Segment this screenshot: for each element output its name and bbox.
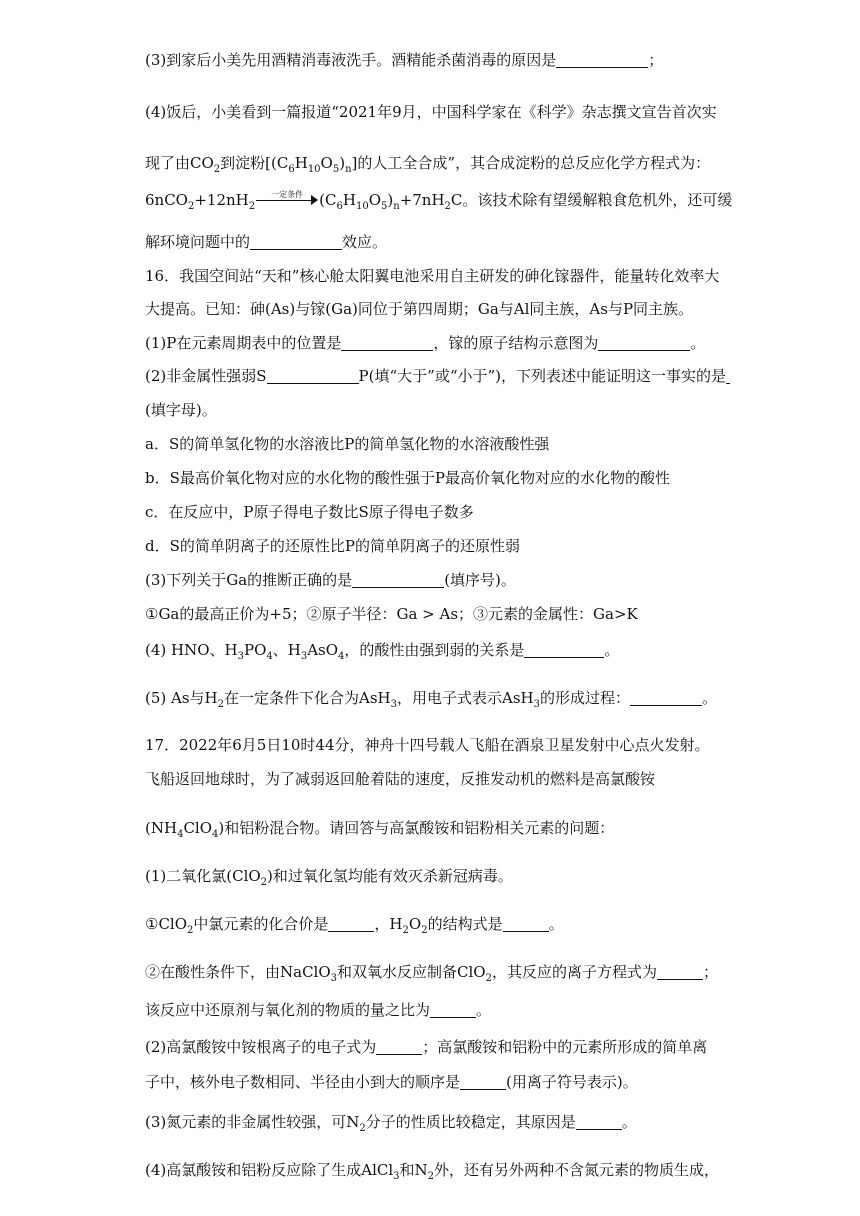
q16-part5: (5) As与$H_2$在一定条件下化合为AsH$_3$，用电子式表示AsH$_3$的形成过程： 。 [145,689,718,710]
q16-option-c: c．在反应中，P原子得电子数比S原子得电子数多 [145,503,474,521]
q17-part3: (3)氮元素的非金属性较强，可$N_2$分子的性质比较稳定，其原因是 。 [145,1113,637,1134]
q17-part4: (4)高氯酸铵和铝粉反应除了生成AlCl$_3$和$N_2$外，还有另外两种不含氮元素的物质生成， [145,1161,720,1182]
answer-blank[interactable] [598,334,690,351]
reaction-condition: 一定条件 [271,190,304,199]
q17-part1-item2: ②在酸性条件下，由NaClO$_3$和双氧水反应制备ClO$_2$，其反应的离子方程式为 ； [145,963,718,984]
answer-blank[interactable] [524,641,604,658]
q16-part2-cont: (填字母)。 [145,401,217,419]
q16-option-d: d．S的简单阴离子的还原性比P的简单阴离子的还原性弱 [145,537,520,555]
q15-part4-line2: 现了由$CO_2$到淀粉$[(C_6H_{10}O_5)_n]$的人工全合成”，其合成淀粉的总反应化学方程式为： [145,154,711,175]
q16-part2: (2)非金属性强弱S P(填“大于”或“小于”)，下列表述中能证明这一事实的是 [145,366,730,386]
answer-blank[interactable] [341,334,433,351]
q17-part1-item1: ①ClO$_2$中氯元素的化合价是 ，$H_2O_2$的结构式是 。 [145,915,564,936]
q15-part4-line4: 解环境问题中的 效应。 [145,233,388,251]
q16-stem-line2: 大提高。已知：砷(As)与镓(Ga)同位于第四周期；Ga与Al同主族，As与P同主族。 [145,300,694,318]
q16-part1: (1)P在元素周期表中的位置是 ，镓的原子结构示意图为 。 [145,334,706,352]
answer-blank[interactable] [328,915,374,932]
q16-stem-line1: 16．我国空间站“天和”核心舱太阳翼电池采用自主研发的砷化镓器件，能量转化效率大 [145,267,720,285]
answer-blank[interactable] [376,1038,422,1055]
q15-part4-line1: (4)饭后，小美看到一篇报道“2021年9月，中国科学家在《科学》杂志撰文宣告首次实 [145,103,717,121]
q17-stem-line3: $(NH_4ClO_4)$和铝粉混合物。请回答与高氯酸铵和铝粉相关元素的问题： [145,819,615,840]
q16-option-b: b．S最高价氧化物对应的水化物的酸性强于P最高价氧化物对应的水化物的酸性 [145,469,670,487]
q17-stem-line2: 飞船返回地球时，为了减弱返回舱着陆的速度，反推发动机的燃料是高氯酸铵 [145,770,656,788]
q17-part2: (2)高氯酸铵中铵根离子的电子式为 ；高氯酸铵和铝粉中的元素所形成的简单离 [145,1038,708,1056]
q16-part3: (3)下列关于Ga的推断正确的是 (填序号)。 [145,571,516,589]
answer-blank[interactable] [267,367,359,384]
answer-blank[interactable] [250,233,342,250]
answer-blank[interactable] [556,51,648,68]
answer-blank[interactable] [352,571,444,588]
q16-part4: (4) HNO、$H_3PO_4$、$H_3AsO_4$，的酸性由强到弱的关系是 。 [145,641,620,662]
reaction-arrow [256,191,318,207]
answer-blank[interactable] [726,367,730,384]
answer-blank[interactable] [657,963,703,980]
answer-blank[interactable] [630,689,702,706]
q16-option-a: a．S的简单氢化物的水溶液比P的简单氢化物的水溶液酸性强 [145,435,550,453]
answer-blank[interactable] [576,1113,622,1130]
q17-part2-cont: 子中，核外电子数相同、半径由小到大的顺序是 (用离子符号表示)。 [145,1073,638,1091]
q16-part3-options: ①Ga的最高正价为+5；②原子半径：Ga > As；③元素的金属性：Ga>K [145,605,638,623]
answer-blank[interactable] [460,1073,506,1090]
q17-part1: (1)二氧化氯(ClO$_2$)和过氧化氢均能有效灭杀新冠病毒。 [145,867,513,888]
answer-blank[interactable] [503,915,549,932]
q15-equation: $6nCO_2+12nH_2$ 一定条件 $(C_6H_{10}O_5)_n+7nH_2C$。该技术除有望缓解粮食危机外，还可缓 [145,190,732,217]
q17-stem-line1: 17．2022年6月5日10时44分，神舟十四号载人飞船在酒泉卫星发射中心点火发射。 [145,736,710,754]
q17-part1-item2-cont: 该反应中还原剂与氧化剂的物质的量之比为 。 [145,1001,492,1019]
q15-part3: (3)到家后小美先用酒精消毒液洗手。酒精能杀菌消毒的原因是 ； [145,51,664,69]
answer-blank[interactable] [430,1001,476,1018]
